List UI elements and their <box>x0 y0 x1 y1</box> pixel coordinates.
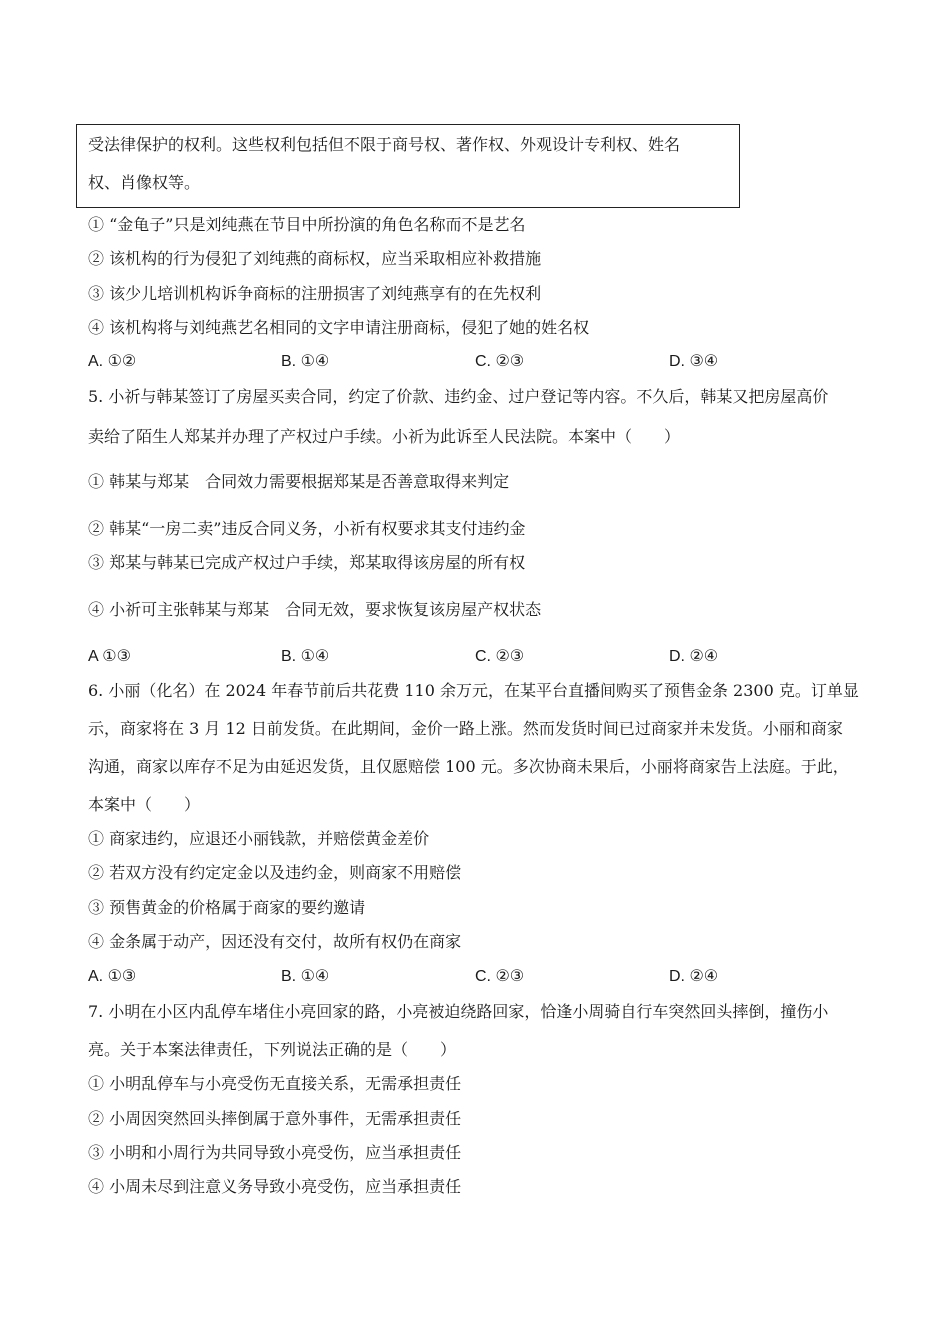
q4-option-b[interactable]: B. ①④ <box>281 353 330 370</box>
q7-statement-1: ① 小明乱停车与小亮受伤无直接关系，无需承担责任 <box>88 1074 462 1093</box>
q6-statement-3: ③ 预售黄金的价格属于商家的要约邀请 <box>88 898 366 917</box>
material-line: 权、肖像权等。 <box>88 173 201 192</box>
q6-stem: 6. 小丽（化名）在 2024 年春节前后共花费 110 余万元，在某平台直播间购买了预售金条 2300 克。订单显 <box>88 681 859 700</box>
q4-option-c[interactable]: C. ②③ <box>475 353 525 370</box>
q5-options <box>0 647 950 667</box>
material-line: 受法律保护的权利。这些权利包括但不限于商号权、著作权、外观设计专利权、姓名 <box>88 135 681 154</box>
q7-statement-4: ④ 小周未尽到注意义务导致小亮受伤，应当承担责任 <box>88 1177 462 1196</box>
q7-statement-3: ③ 小明和小周行为共同导致小亮受伤，应当承担责任 <box>88 1143 462 1162</box>
q6-statement-1: ① 商家违约，应退还小丽钱款，并赔偿黄金差价 <box>88 829 430 848</box>
q7-stem: 7. 小明在小区内乱停车堵住小亮回家的路，小亮被迫绕路回家，恰逢小周骑自行车突然回头摔倒，撞伤小 <box>88 1002 829 1021</box>
q4-statement-4: ④ 该机构将与刘纯燕艺名相同的文字申请注册商标，侵犯了她的姓名权 <box>88 318 590 337</box>
q4-statement-3: ③ 该少儿培训机构诉争商标的注册损害了刘纯燕享有的在先权利 <box>88 284 542 303</box>
q5-stem: 5. 小祈与韩某签订了房屋买卖合同，约定了价款、违约金、过户登记等内容。不久后，韩某又把房屋高价 <box>88 387 829 406</box>
q6-stem: 沟通，商家以库存不足为由延迟发货，且仅愿赔偿 100 元。多次协商未果后，小丽将商家告上法庭。于此， <box>88 757 849 776</box>
q5-option-b[interactable]: B. ①④ <box>281 648 330 665</box>
q6-statement-2: ② 若双方没有约定定金以及违约金，则商家不用赔偿 <box>88 863 462 882</box>
q5-option-d[interactable]: D. ②④ <box>669 648 719 665</box>
q6-option-b[interactable]: B. ①④ <box>281 968 330 985</box>
q7-stem: 亮。关于本案法律责任，下列说法正确的是（ ） <box>88 1040 457 1059</box>
q4-statement-1: ① “金龟子”只是刘纯燕在节目中所扮演的角色名称而不是艺名 <box>88 215 526 234</box>
q6-option-c[interactable]: C. ②③ <box>475 968 525 985</box>
q6-option-d[interactable]: D. ②④ <box>669 968 719 985</box>
q4-option-d[interactable]: D. ③④ <box>669 353 719 370</box>
q5-stem: 卖给了陌生人郑某并办理了产权过户手续。小祈为此诉至人民法院。本案中（ ） <box>88 427 681 446</box>
q6-stem: 本案中（ ） <box>88 795 201 814</box>
q5-statement-3: ③ 郑某与韩某已完成产权过户手续，郑某取得该房屋的所有权 <box>88 553 526 572</box>
q6-stem: 示，商家将在 3 月 12 日前发货。在此期间，金价一路上涨。然而发货时间已过商家并未发货。小丽和商家 <box>88 719 843 738</box>
q4-option-a[interactable]: A. ①② <box>88 353 137 370</box>
q7-statement-2: ② 小周因突然回头摔倒属于意外事件，无需承担责任 <box>88 1109 462 1128</box>
q5-statement-1: ① 韩某与郑某 合同效力需要根据郑某是否善意取得来判定 <box>88 472 510 491</box>
q4-statement-2: ② 该机构的行为侵犯了刘纯燕的商标权，应当采取相应补救措施 <box>88 249 542 268</box>
q6-option-a[interactable]: A. ①③ <box>88 968 137 985</box>
q5-statement-2: ② 韩某“一房二卖”违反合同义务，小祈有权要求其支付违约金 <box>88 519 526 538</box>
q4-options <box>0 352 950 372</box>
q6-statement-4: ④ 金条属于动产，因还没有交付，故所有权仍在商家 <box>88 932 462 951</box>
q5-statement-4: ④ 小祈可主张韩某与郑某 合同无效，要求恢复该房屋产权状态 <box>88 600 542 619</box>
q5-option-c[interactable]: C. ②③ <box>475 648 525 665</box>
q6-options <box>0 967 950 987</box>
q5-option-a[interactable]: A ①③ <box>88 648 131 665</box>
